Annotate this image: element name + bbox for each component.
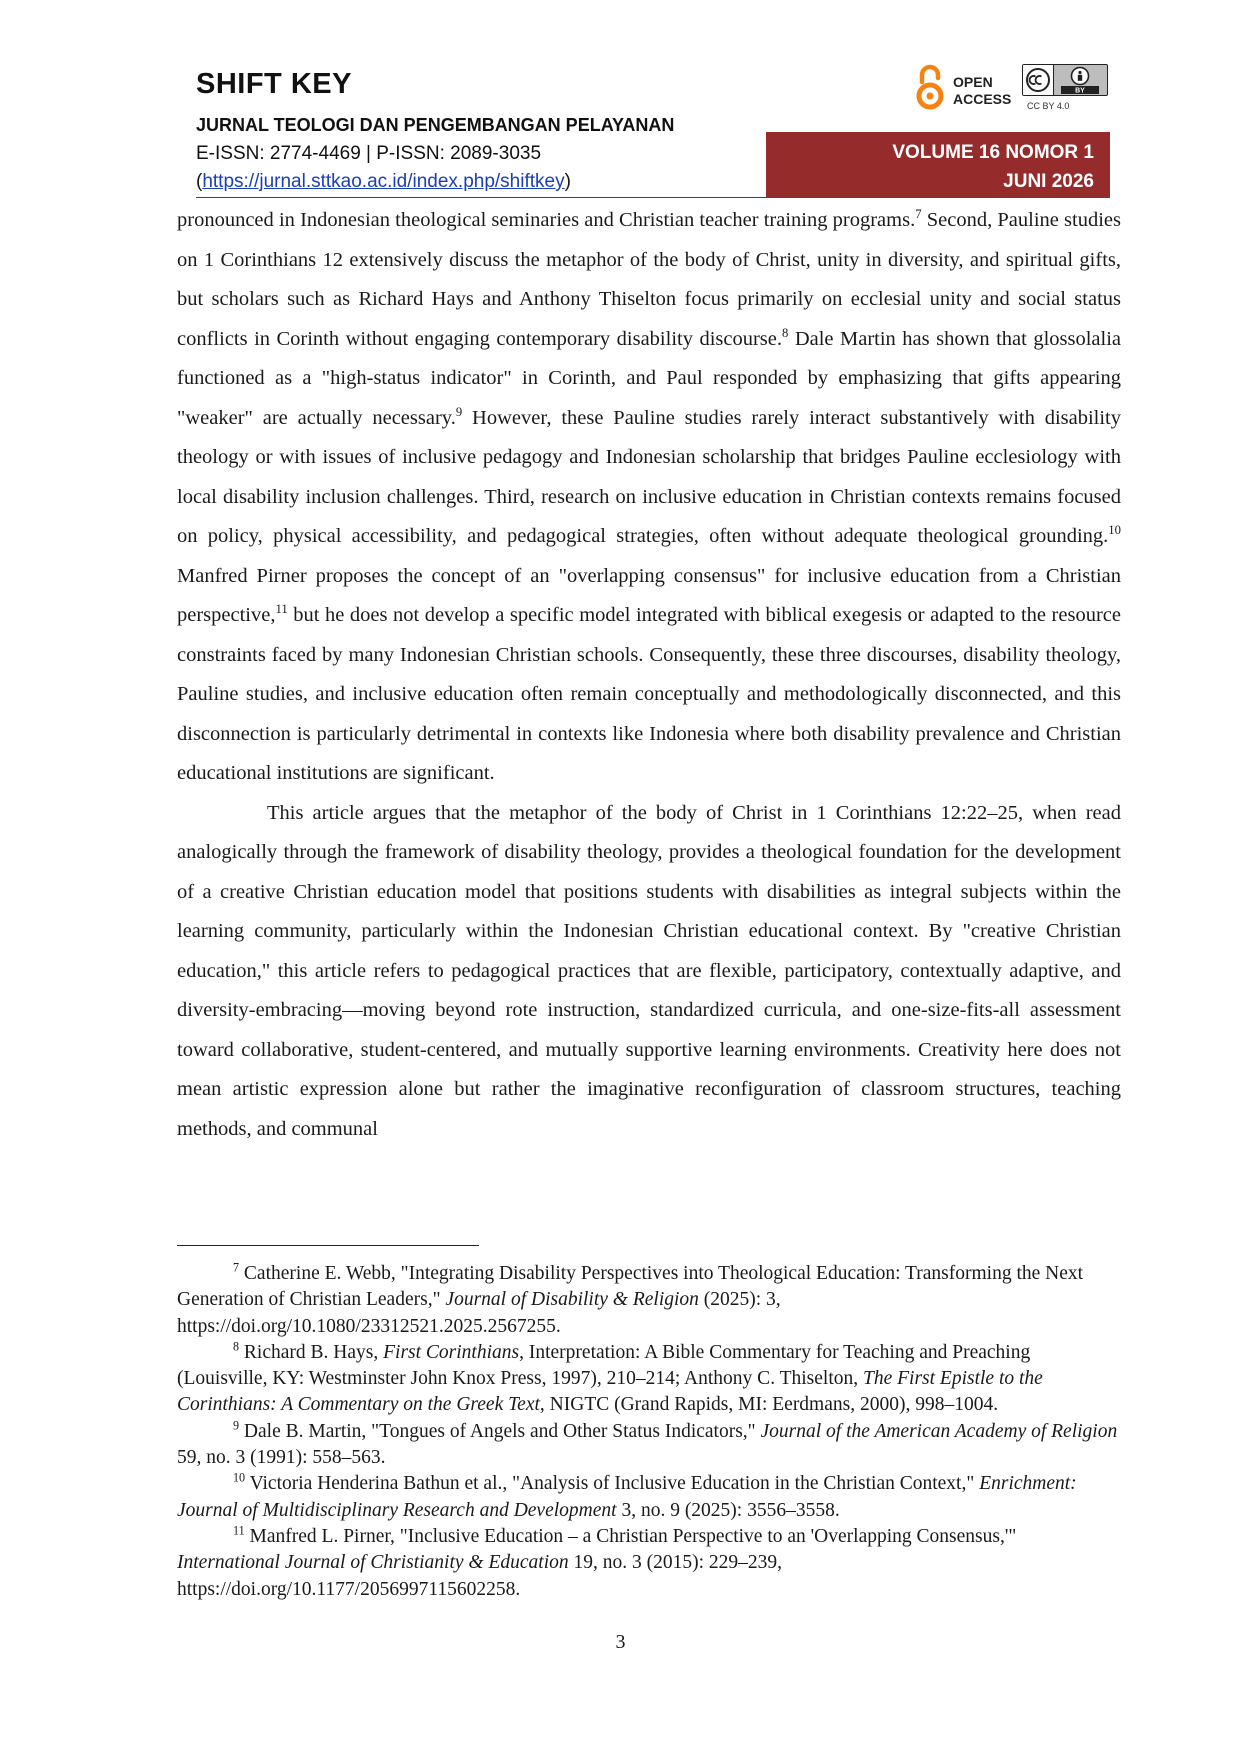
footnote-italic: The First Epistle to the Corinthians: A Commentary on the Greek Text: [177, 1368, 1043, 1416]
footnote-ref-11[interactable]: 11: [275, 602, 288, 617]
page-number: 3: [615, 1631, 626, 1653]
svg-text:BY: BY: [1075, 87, 1085, 95]
footnote-text: , Interpretation: A Bible Commentary for Teaching and Preaching (Louisville, KY: Westminster John Knox Press, 1997), 210–214; Anthony C. Thiselton,: [177, 1341, 1031, 1390]
url-close-paren: ): [564, 171, 571, 192]
footnotes-section: [177, 1261, 1121, 1603]
license-caption: CC BY 4.0: [1027, 101, 1070, 111]
footnote-text: Catherine E. Webb, "Integrating Disability Perspectives into Theological Education: Transforming the Next Generation of Christian Leaders,": [177, 1263, 1084, 1311]
footnote-text: Manfred L. Pirner, "Inclusive Education – a Christian Perspective to an 'Overlapping Consensus,'": [244, 1525, 1017, 1547]
paragraph-1: [177, 201, 1121, 794]
footnote-number: 8: [233, 1339, 240, 1354]
footnote-italic: Journal of the American Academy of Religion: [760, 1420, 1118, 1442]
cc-icon: [1023, 65, 1053, 95]
footnote-7: [177, 1261, 1121, 1340]
footnote-8: [177, 1340, 1121, 1419]
url-open-paren: (: [196, 171, 203, 192]
footnote-number: 11: [233, 1523, 245, 1538]
paragraph-text: However, these Pauline studies rarely interact substantively with disability theology or with issues of inclusive pedagogy and Indonesian scholarship that bridges Pauline ecclesiology with local disability inclusion challenges. Third, research on inclusive education in Christian contexts remains focused on policy, physical accessibility, and pedagogical strategies, often without adequate theological grounding.: [177, 406, 1122, 547]
footnote-text: (2025): 3, https://doi.org/10.1080/23312521.2025.2567255.: [177, 1289, 781, 1337]
paragraph-text: Second, Pauline studies on 1 Corinthians 12 extensively discuss the metaphor of the body of Christ, unity in diversity, and spiritual gifts, but scholars such as Richard Hays and Anthony Thiselton focus primarily on ecclesial unity and social status conflicts in Corinth without engaging contemporary disability discourse.: [177, 209, 1121, 350]
footnote-11: [177, 1524, 1121, 1603]
journal-title: SHIFT KEY: [196, 68, 352, 100]
paragraph-text: Dale Martin has shown that glossolalia functioned as a "high-status indicator" in Corinth, and Paul responded by emphasizing that gifts appearing "weaker" are actually necessary.: [177, 327, 1121, 429]
footnote-number: 9: [233, 1418, 240, 1433]
footnote-text: Victoria Henderina Bathun et al., "Analysis of Inclusive Education in the Christian Context,": [245, 1473, 980, 1495]
volume-issue-box: [766, 132, 1110, 198]
footnote-ref-9[interactable]: 9: [455, 404, 463, 419]
issue-date: JUNI 2026: [1003, 171, 1094, 192]
footnote-10: [177, 1471, 1121, 1524]
footnote-text: Richard B. Hays,: [239, 1341, 384, 1363]
volume-number: VOLUME 16 NOMOR 1: [892, 142, 1094, 163]
footnote-ref-8[interactable]: 8: [782, 325, 789, 340]
footnote-9: [177, 1419, 1121, 1472]
footnote-italic: First Corinthians: [383, 1341, 520, 1363]
footnote-number: 10: [233, 1470, 246, 1485]
article-body: [177, 201, 1121, 1149]
paragraph-text: Manfred Pirner proposes the concept of an "overlapping consensus" for inclusive education from a Christian perspective,: [177, 564, 1121, 626]
footnote-divider: [177, 1245, 479, 1246]
header-divider: [196, 197, 766, 198]
journal-url-link[interactable]: https://jurnal.sttkao.ac.id/index.php/shiftkey: [202, 171, 565, 192]
open-access-line2: ACCESS: [953, 91, 1012, 107]
issn-line: E-ISSN: 2774-4469 | P-ISSN: 2089-3035: [196, 143, 542, 164]
cc-license-badge[interactable]: [1022, 64, 1108, 96]
footnote-ref-10[interactable]: 10: [1108, 523, 1121, 538]
footnote-text: 19, no. 3 (2015): 229–239, https://doi.org/10.1177/2056997115602258.: [177, 1552, 783, 1600]
open-access-label: [953, 74, 1011, 108]
journal-subtitle: JURNAL TEOLOGI DAN PENGEMBANGAN PELAYANAN: [196, 115, 675, 135]
footnote-text: 59, no. 3 (1991): 558–563.: [177, 1447, 386, 1469]
footnote-ref-7[interactable]: 7: [915, 207, 922, 222]
footnote-text: Dale B. Martin, "Tongues of Angels and Other Status Indicators,": [239, 1420, 761, 1442]
open-access-line1: OPEN: [953, 74, 993, 90]
footnote-italic: Journal of Disability & Religion: [445, 1289, 699, 1311]
paragraph-text: but he does not develop a specific model integrated with biblical exegesis or adapted to the resource constraints faced by many Indonesian Christian schools. Consequently, these three discourses, disability theology, Pauline studies, and inclusive education often remain conceptually and methodologically disconnected, and this disconnection is particularly detrimental in contexts like Indonesia where both disability prevalence and Christian educational institutions are significant.: [177, 604, 1121, 784]
footnote-italic: International Journal of Christianity & Education: [177, 1552, 569, 1574]
footnote-italic: Enrichment: Journal of Multidisciplinary Research and Development: [177, 1473, 1077, 1521]
footnote-number: 7: [233, 1260, 240, 1275]
paragraph-text: pronounced in Indonesian theological seminaries and Christian teacher training programs.: [177, 209, 916, 231]
cc-badge-left: [1023, 65, 1054, 95]
journal-url-line: [196, 171, 571, 193]
by-attribution-icon: [1053, 65, 1107, 95]
paragraph-2: This article argues that the metaphor of the body of Christ in 1 Corinthians 12:22–25, when read analogically through the framework of disability theology, provides a theological foundation for the development of a creative Christian education model that positions students with disabilities as integral subjects within the learning community, particularly within the Indonesian Christian educational context. By "creative Christian education," this article refers to pedagogical practices that are flexible, participatory, contextually adaptive, and diversity-embracing—moving beyond rote instruction, standardized curricula, and one-size-fits-all assessment toward collaborative, student-centered, and mutually supportive learning environments. Creativity here does not mean artistic expression alone but rather the imaginative reconfiguration of classroom structures, teaching methods, and communal: [177, 801, 1121, 1140]
footnote-text: , NIGTC (Grand Rapids, MI: Eerdmans, 2000), 998–1004.: [539, 1394, 999, 1416]
footnote-text: 3, no. 9 (2025): 3556–3558.: [616, 1499, 840, 1521]
